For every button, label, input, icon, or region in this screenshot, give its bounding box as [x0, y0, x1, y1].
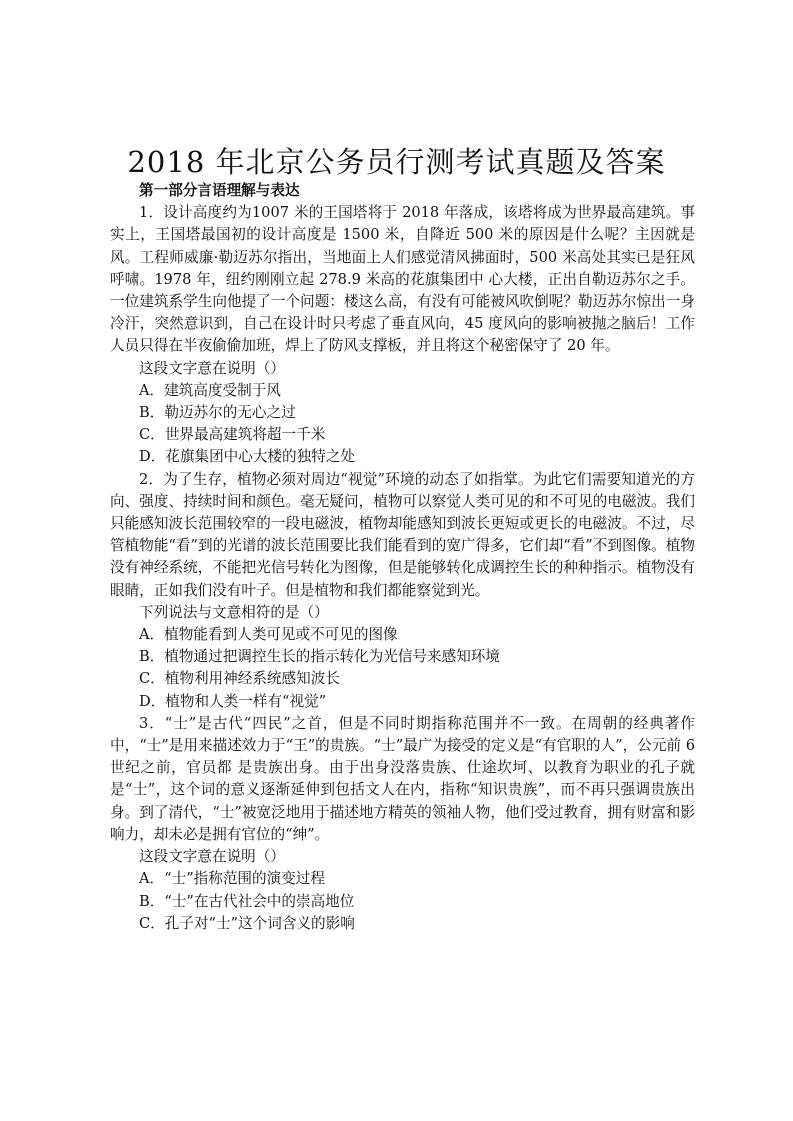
question-3-prompt: 这段文字意在说明（）	[139, 848, 285, 866]
question-3-option-a: A．“士”指称范围的演变过程	[139, 870, 325, 888]
question-2-option-a: A．植物能看到人类可见或不可见的图像	[139, 626, 398, 644]
question-2-prompt: 下列说法与文意相符的是（）	[139, 603, 329, 621]
question-3-passage: 3．“士”是古代“四民”之首，但是不同时期指称范围并不一致。在周朝的经典著作中，“士”是用来描述效力于“王”的贵族。“士”最广为接受的定义是“有官职的人”，公元前 6 世纪之前，官员都 是贵族出身。由于出身没落贵族、仕途坎坷、以教育为职业的孔子就是“士”，这个词的意义逐渐延伸到包括文人在内，指称“知识贵族”，而不再只强调贵族出身。到了清代，“士”被宽泛地用于描述地方精英的领袖人物，他们受过教育，拥有财富和影响力，却未必是拥有官位的“绅”。	[110, 714, 695, 843]
question-3-option-c: C．孔子对“士”这个词含义的影响	[139, 914, 355, 932]
question-2-passage: 2．为了生存，植物必须对周边“视觉”环境的动态了如指掌。为此它们需要知道光的方向、强度、持续时间和颜色。毫无疑问，植物可以察觉人类可见的和不可见的电磁波。我们只能感知波长范围较窄的一段电磁波，植物却能感知到波长更短或更长的电磁波。不过，尽管植物能“看”到的光谱的波长范围要比我们能看到的宽广得多，它们却“看”不到图像。植物没有神经系统，不能把光信号转化为图像，但是能够转化成调控生长的种种指示。植物没有眼睛，正如我们没有叶子。但是植物和我们都能察觉到光。	[110, 470, 695, 599]
question-1-option-b: B．勒迈苏尔的无心之过	[139, 404, 296, 422]
document-body	[110, 180, 695, 935]
question-1-passage: 1．设计高度约为1007 米的王国塔将于 2018 年落成，该塔将成为世界最高建筑。事实上，王国塔最国初的设计高度是 1500 米，自降近 500 米的原因是什么呢？主因就是风。工程师威廉·勒迈苏尔指出，当地面上人们感觉清风拂面时，500 米高处其实已是狂风呼啸。1978 年，纽约刚刚立起 278.9 米高的花旗集团中 心大楼，正出自勒迈苏尔之手。一位建筑系学生向他提了一个问题：楼这么高，有没有可能被风吹倒呢？勒迈苏尔惊出一身冷汗，突然意识到，自己在设计时只考虑了垂直风向，45 度风向的影响被抛之脑后！工作人员只得在半夜偷偷加班，焊上了防风支撑板，并且将这个秘密保守了 20 年。	[110, 204, 695, 355]
question-2-option-d: D．植物和人类一样有“视觉”	[139, 692, 327, 710]
document-title: 2018 年北京公务员行测考试真题及答案	[127, 145, 666, 179]
question-2-option-b: B．植物通过把调控生长的指示转化为光信号来感知环境	[139, 648, 500, 666]
question-1-option-d: D．花旗集团中心大楼的独特之处	[139, 448, 356, 466]
question-3-option-b: B．“士”在古代社会中的崇高地位	[139, 892, 355, 910]
question-1-option-a: A．建筑高度受制于风	[139, 381, 281, 399]
section-heading: 第一部分言语理解与表达	[139, 182, 300, 199]
question-1-option-c: C．世界最高建筑将超一千米	[139, 426, 326, 444]
question-2-option-c: C．植物利用神经系统感知波长	[139, 670, 340, 688]
question-1-prompt: 这段文字意在说明（）	[139, 359, 285, 377]
